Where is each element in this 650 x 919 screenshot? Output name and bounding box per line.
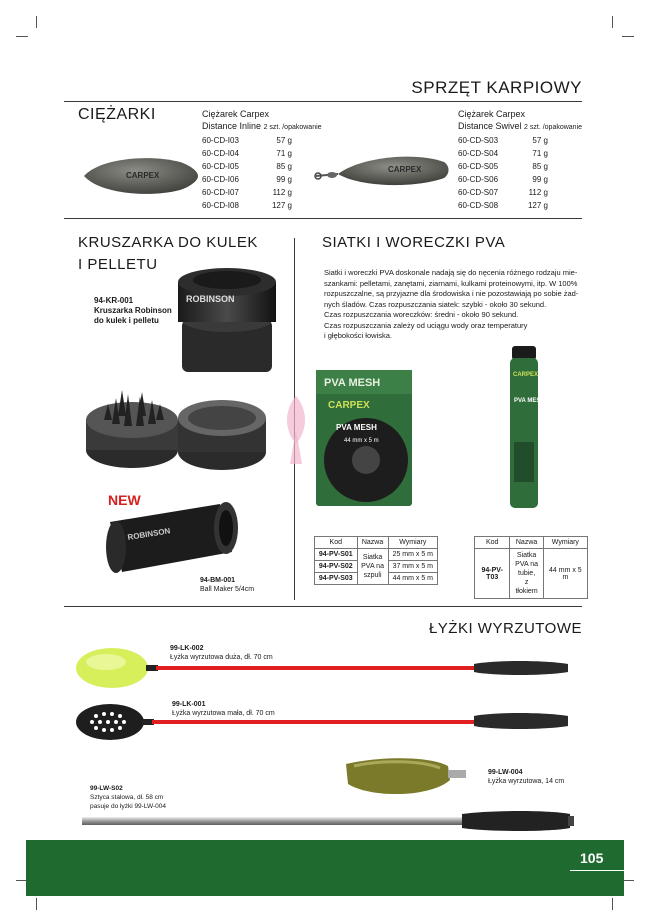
- name-line: PVA na: [361, 563, 384, 570]
- pva-spool-table: [314, 536, 438, 585]
- tube-label: PVA MESH TUNEL: [514, 398, 567, 404]
- weights-title: CIĘŻARKI: [78, 106, 156, 123]
- table-cell: 94-PV-T03: [475, 549, 510, 599]
- table-header: Wymiary: [543, 537, 587, 549]
- spoons-title: ŁYŻKI WYRZUTOWE: [428, 620, 582, 637]
- table-header: Kod: [315, 537, 358, 549]
- pva-desc-line: nych śladów. Czas rozpuszczania siatek: szybki - około 30 sekund.: [324, 299, 547, 309]
- pva-rule: [64, 606, 582, 607]
- inline-name: Ciężarek Carpex: [202, 109, 270, 119]
- pole-caption: [90, 784, 166, 811]
- weight-row: [202, 147, 292, 160]
- crop-mark: [612, 898, 613, 910]
- swivel-name: Ciężarek Carpex: [458, 109, 526, 119]
- table-cell: 44 mm x 5 m: [388, 573, 437, 585]
- pole-image: [80, 808, 580, 834]
- table-cell: 25 mm x 5 m: [388, 549, 437, 561]
- crusher-title-line1: KRUSZARKA DO KULEK: [78, 234, 258, 251]
- weight-row: [202, 186, 292, 199]
- spoon-short-caption: [488, 768, 564, 786]
- swivel-weight-image: [312, 148, 452, 194]
- table-cell: 44 mm x 5 m: [543, 549, 587, 599]
- weight-value: 57 g: [532, 136, 548, 145]
- weight-code: 60-CD-I07: [202, 188, 239, 197]
- spoon-code: 99-LK-001: [172, 701, 206, 708]
- weight-row: [458, 147, 548, 160]
- pva-desc-line: Czas rozpuszczania zależy od uciągu wody oraz temperatury: [324, 320, 528, 330]
- weight-code: 60-CD-S05: [458, 162, 499, 171]
- weight-code: 60-CD-S07: [458, 188, 499, 197]
- crop-mark: [36, 16, 37, 28]
- inline-subtitle: Distance Inline: [202, 121, 262, 131]
- table-cell: 94-PV-S01: [315, 549, 358, 561]
- weight-code: 60-CD-I04: [202, 149, 239, 158]
- weight-value: 112 g: [272, 188, 292, 197]
- crop-mark: [622, 36, 634, 37]
- weight-code: 60-CD-I08: [202, 201, 239, 210]
- weight-row: [458, 160, 548, 173]
- weight-value: 71 g: [532, 149, 548, 158]
- inline-subtitle-row: [202, 120, 322, 134]
- pack-brand: CARPEX: [328, 400, 370, 411]
- weight-row: [458, 199, 548, 212]
- inline-header: [202, 108, 322, 134]
- table-header: Nazwa: [357, 537, 388, 549]
- weight-code: 60-CD-I05: [202, 162, 239, 171]
- pva-title: SIATKI I WORECZKI PVA: [322, 234, 506, 251]
- spoon-desc: Łyżka wyrzutowa duża, dł. 70 cm: [170, 654, 273, 661]
- name-line: PVA na: [515, 561, 538, 568]
- weight-value: 127 g: [271, 201, 292, 210]
- weight-value: 57 g: [276, 136, 292, 145]
- section-title: SPRZĘT KARPIOWY: [411, 78, 582, 97]
- weight-code: 60-CD-S04: [458, 149, 499, 158]
- crop-mark: [36, 898, 37, 910]
- table-row: [315, 549, 438, 561]
- swivel-subtitle: Distance Swivel: [458, 121, 522, 131]
- weight-value: 85 g: [532, 162, 548, 171]
- spoon-code: 99-LW-004: [488, 769, 523, 776]
- watermark-logo: [276, 390, 316, 470]
- pack-title: PVA MESH: [324, 377, 381, 389]
- name-line: Siatka: [362, 554, 383, 561]
- page-number-box: [570, 848, 624, 870]
- weight-value: 99 g: [532, 175, 548, 184]
- new-label: NEW: [108, 492, 141, 508]
- spoon-desc: Łyżka wyrzutowa mała, dł. 70 cm: [172, 710, 275, 717]
- name-line: z tłokiem: [515, 579, 538, 595]
- spoon-small-image: [74, 700, 574, 746]
- pva-tube-table: [474, 536, 588, 599]
- weight-logo: CARPEX: [126, 171, 160, 180]
- weight-code: 60-CD-I03: [202, 136, 239, 145]
- crop-mark: [612, 16, 613, 28]
- pack-size: 44 mm x 5 m: [344, 438, 379, 444]
- spoon-desc: Łyżka wyrzutowa, 14 cm: [488, 778, 565, 785]
- name-line: tubie,: [518, 570, 536, 577]
- table-row: [475, 549, 588, 599]
- crop-mark: [16, 36, 28, 37]
- brand-label: ROBINSON: [126, 526, 171, 542]
- weight-code: 60-CD-S06: [458, 175, 499, 184]
- name-line: szpuli: [363, 572, 382, 579]
- ballmaker-text: Ball Maker 5/4cm: [200, 586, 255, 593]
- swivel-pack: 2 szt. /opakowanie: [524, 124, 583, 131]
- swivel-list: [458, 134, 548, 212]
- weight-row: [202, 160, 292, 173]
- weight-row: [202, 199, 292, 212]
- weight-code: 60-CD-S03: [458, 136, 499, 145]
- footer-band: [26, 840, 624, 896]
- pva-mesh-pack: [314, 368, 414, 508]
- pack-label: PVA MESH: [336, 423, 377, 432]
- pva-desc-line: szankami: pelletami, zanętami, ziarnami, kulkami proteinowymi, itp. W 100%: [324, 278, 578, 288]
- crusher-desc-line2: do kulek i pelletu: [94, 316, 159, 325]
- ballmaker-code: 94-BM-001: [200, 577, 236, 584]
- table-cell: [357, 549, 388, 585]
- crusher-desc: [94, 296, 172, 326]
- swivel-subtitle-row: [458, 120, 582, 134]
- inline-weight-image: [80, 150, 200, 198]
- tube-brand: CARPEX: [513, 372, 539, 378]
- spoon-code: 99-LK-002: [170, 645, 204, 652]
- spoon-short-image: [340, 754, 480, 804]
- weight-value: 85 g: [276, 162, 292, 171]
- pole-desc-line2: pasuje do łyżki 99-LW-004: [90, 803, 166, 810]
- crusher-desc-line1: Kruszarka Robinson: [94, 306, 172, 315]
- crusher-title-line2: I PELLETU: [78, 256, 158, 273]
- weight-row: [202, 134, 292, 147]
- header-rule: [64, 101, 582, 102]
- ballmaker-desc: [200, 576, 254, 594]
- weight-row: [458, 173, 548, 186]
- spoon-code: 99-LW-S02: [90, 785, 123, 792]
- table-header: Kod: [475, 537, 510, 549]
- weight-value: 127 g: [527, 201, 548, 210]
- table-cell: 94-PV-S03: [315, 573, 358, 585]
- weight-code: 60-CD-I06: [202, 175, 239, 184]
- inline-list: [202, 134, 292, 212]
- brand-label: ROBINSON: [186, 294, 235, 304]
- table-header-row: [475, 537, 588, 549]
- spoon-large-image: [74, 646, 574, 694]
- pva-description: [324, 268, 586, 342]
- weight-row: [202, 173, 292, 186]
- table-cell: 94-PV-S02: [315, 561, 358, 573]
- page-number: 105: [580, 850, 604, 866]
- pva-desc-line: Czas rozpuszczania woreczków: średni - około 90 sekund.: [324, 310, 519, 319]
- page-number-underline: [570, 870, 624, 871]
- pva-desc-line: Siatki i woreczki PVA doskonale nadają się do nęcenia różnego rodzaju mie-: [324, 268, 578, 277]
- weight-value: 71 g: [276, 149, 292, 158]
- table-cell: [510, 549, 543, 599]
- inline-pack: 2 szt. /opakowanie: [263, 124, 322, 131]
- weights-rule: [64, 218, 582, 219]
- weight-row: [458, 186, 548, 199]
- weight-row: [458, 134, 548, 147]
- table-header-row: [315, 537, 438, 549]
- weight-logo: CARPEX: [388, 165, 422, 174]
- weight-value: 99 g: [276, 175, 292, 184]
- crusher-open-image: [82, 380, 272, 480]
- crusher-image: [172, 250, 282, 380]
- pole-desc-line1: Sztyca stalowa, dł. 58 cm: [90, 794, 164, 801]
- name-line: Siatka: [516, 552, 537, 559]
- weight-code: 60-CD-S08: [458, 201, 499, 210]
- pva-desc-line: rozpuszczalne, są przyjazne dla środowiska i nie pozostawiają po sobie żad-: [324, 289, 579, 298]
- table-header: Nazwa: [510, 537, 543, 549]
- weight-value: 112 g: [528, 188, 548, 197]
- swivel-header: [458, 108, 582, 134]
- table-header: Wymiary: [388, 537, 437, 549]
- crusher-code: 94-KR-001: [94, 296, 134, 305]
- pva-tube: [504, 342, 567, 512]
- pva-desc-line: i głębokości łowiska.: [324, 331, 392, 340]
- table-cell: 37 mm x 5 m: [388, 561, 437, 573]
